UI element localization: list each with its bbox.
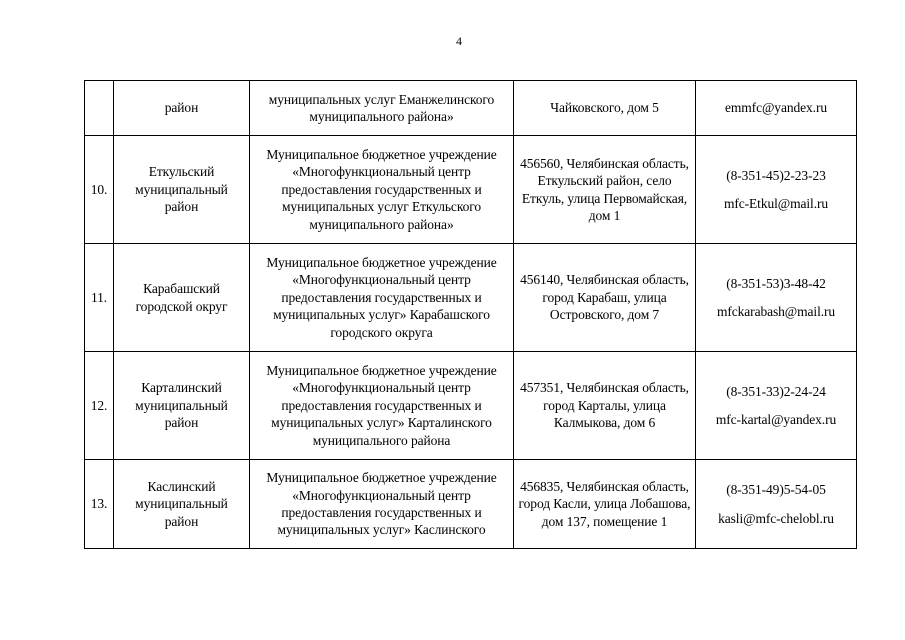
district-cell: Каслинский муниципальный район bbox=[114, 460, 250, 549]
table-row bbox=[85, 460, 857, 549]
address-cell: 456835, Челябинская область, город Касли, улица Лобашова, дом 137, помещение 1 bbox=[514, 460, 696, 549]
district-cell: Карталинский муниципальный район bbox=[114, 352, 250, 460]
phone-text: (8-351-33)2-24-24 bbox=[726, 383, 826, 399]
contacts-cell bbox=[696, 352, 857, 460]
table-row bbox=[85, 244, 857, 352]
table-row bbox=[85, 136, 857, 244]
address-cell: 456560, Челябинская область, Еткульский район, село Еткуль, улица Первомайская, дом 1 bbox=[514, 136, 696, 244]
row-number-cell bbox=[85, 81, 114, 136]
table-row bbox=[85, 352, 857, 460]
email-text: mfckarabash@mail.ru bbox=[716, 304, 836, 319]
email-text: emmfc@yandex.ru bbox=[724, 100, 828, 116]
organization-cell: Муниципальное бюджетное учреждение «Многофункциональный центр предоставления государственных и муниципальных услуг» Карталинского муниципального района bbox=[250, 352, 514, 460]
organization-cell: Муниципальное бюджетное учреждение «Многофункциональный центр предоставления государственных и муниципальных услуг Еткульского муниципального района» bbox=[250, 136, 514, 244]
organization-cell: Муниципальное бюджетное учреждение «Многофункциональный центр предоставления государственных и муниципальных услуг» Карабашского городского округа bbox=[250, 244, 514, 352]
contacts-cell bbox=[696, 460, 857, 549]
phone-text: (8-351-49)5-54-05 bbox=[726, 482, 826, 498]
row-number-cell: 11. bbox=[85, 244, 114, 352]
contacts-cell bbox=[696, 244, 857, 352]
page-number: 4 bbox=[456, 34, 462, 48]
email-text: mfc-Etkul@mail.ru bbox=[723, 196, 829, 211]
address-cell: 457351, Челябинская область, город Карталы, улица Калмыкова, дом 6 bbox=[514, 352, 696, 460]
phone-text: (8-351-45)2-23-23 bbox=[726, 167, 826, 183]
email-text: mfc-kartal@yandex.ru bbox=[715, 412, 837, 427]
district-cell: район bbox=[114, 81, 250, 136]
email-text: kasli@mfc-chelobl.ru bbox=[718, 510, 834, 526]
organization-cell: Муниципальное бюджетное учреждение «Многофункциональный центр предоставления государственных и муниципальных услуг» Каслинского bbox=[250, 460, 514, 549]
address-cell: Чайковского, дом 5 bbox=[514, 81, 696, 136]
mfc-table bbox=[84, 80, 857, 549]
row-number-cell: 10. bbox=[85, 136, 114, 244]
row-number-cell: 13. bbox=[85, 460, 114, 549]
contacts-cell bbox=[696, 81, 857, 136]
address-cell: 456140, Челябинская область, город Карабаш, улица Островского, дом 7 bbox=[514, 244, 696, 352]
row-number-cell: 12. bbox=[85, 352, 114, 460]
table-row bbox=[85, 81, 857, 136]
district-cell: Еткульский муниципальный район bbox=[114, 136, 250, 244]
district-cell: Карабашский городской округ bbox=[114, 244, 250, 352]
phone-text: (8-351-53)3-48-42 bbox=[726, 275, 826, 291]
contacts-cell bbox=[696, 136, 857, 244]
organization-cell: муниципальных услуг Еманжелинского муниципального района» bbox=[250, 81, 514, 136]
